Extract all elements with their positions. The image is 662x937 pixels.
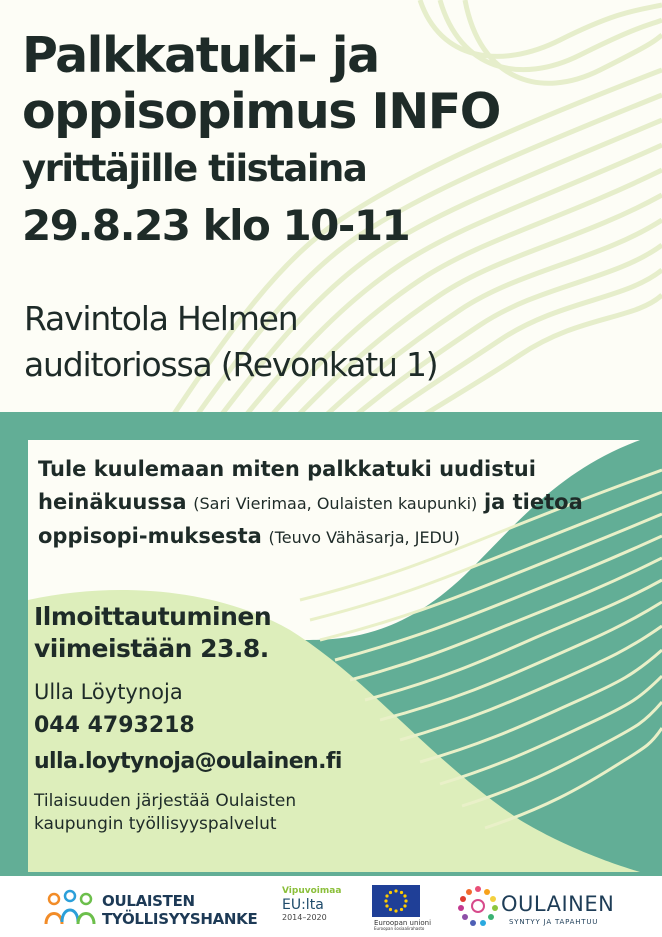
contact bbox=[34, 676, 342, 780]
registration-line-2: viimeistään 23.8. bbox=[34, 634, 269, 663]
contact-phone[interactable]: 044 4793218 bbox=[34, 713, 195, 738]
info-text bbox=[38, 453, 598, 554]
info-part-2: (Sari Vierimaa, Oulaisten kaupunki) bbox=[193, 494, 478, 513]
tyollisyyshanke-line-1: OULAISTEN bbox=[102, 892, 195, 910]
registration bbox=[34, 601, 271, 665]
oulainen-logo bbox=[455, 884, 645, 932]
vipuvoimaa-line-1: Vipuvoimaa bbox=[282, 886, 342, 896]
eu-label-2: Euroopan sosiaalirahasto bbox=[374, 926, 425, 931]
contact-email[interactable]: ulla.loytynoja@oulainen.fi bbox=[34, 749, 342, 774]
organizer-line-1: Tilaisuuden järjestää Oulaisten bbox=[34, 791, 297, 811]
organizer bbox=[34, 790, 296, 836]
organizer-line-2: kaupungin työllisyyspalvelut bbox=[34, 814, 277, 834]
oulainen-name: OULAINEN bbox=[501, 892, 615, 916]
eu-label: Euroopan unioni bbox=[374, 919, 432, 927]
oulainen-slogan: SYNTYY JA TAPAHTUU bbox=[509, 918, 599, 926]
contact-name: Ulla Löytynoja bbox=[34, 680, 183, 704]
eu-logo bbox=[372, 885, 436, 931]
venue-line-1: Ravintola Helmen bbox=[24, 299, 298, 338]
people-icon bbox=[44, 888, 100, 928]
title-line-1: Palkkatuki- ja bbox=[22, 27, 379, 84]
title-line-2: oppisopimus INFO bbox=[22, 83, 500, 140]
tyollisyyshanke-logo bbox=[44, 888, 258, 928]
vipuvoimaa-logo bbox=[282, 886, 342, 930]
info-part-3: ja tietoa oppisopi-muksesta bbox=[38, 490, 583, 548]
eu-flag-icon bbox=[372, 885, 420, 917]
title-line-3: yrittäjille tiistaina bbox=[22, 147, 367, 190]
info-part-4: (Teuvo Vähäsarja, JEDU) bbox=[268, 528, 460, 547]
venue-line-2: auditoriossa (Revonkatu 1) bbox=[24, 345, 438, 384]
footer-logos bbox=[0, 876, 662, 937]
tyollisyyshanke-line-2: TYÖLLISYYSHANKE bbox=[102, 910, 258, 928]
info-part-1: Tule kuulemaan miten palkkatuki uudistui heinäkuussa bbox=[38, 457, 536, 514]
event-date-time: 29.8.23 klo 10-11 bbox=[22, 201, 410, 250]
oulainen-emblem-icon bbox=[455, 884, 501, 930]
vipuvoimaa-line-3: 2014–2020 bbox=[282, 913, 327, 922]
registration-line-1: Ilmoittautuminen bbox=[34, 602, 272, 631]
vipuvoimaa-line-2: EU:lta bbox=[282, 897, 324, 913]
venue bbox=[24, 296, 437, 388]
event-title bbox=[22, 28, 500, 252]
